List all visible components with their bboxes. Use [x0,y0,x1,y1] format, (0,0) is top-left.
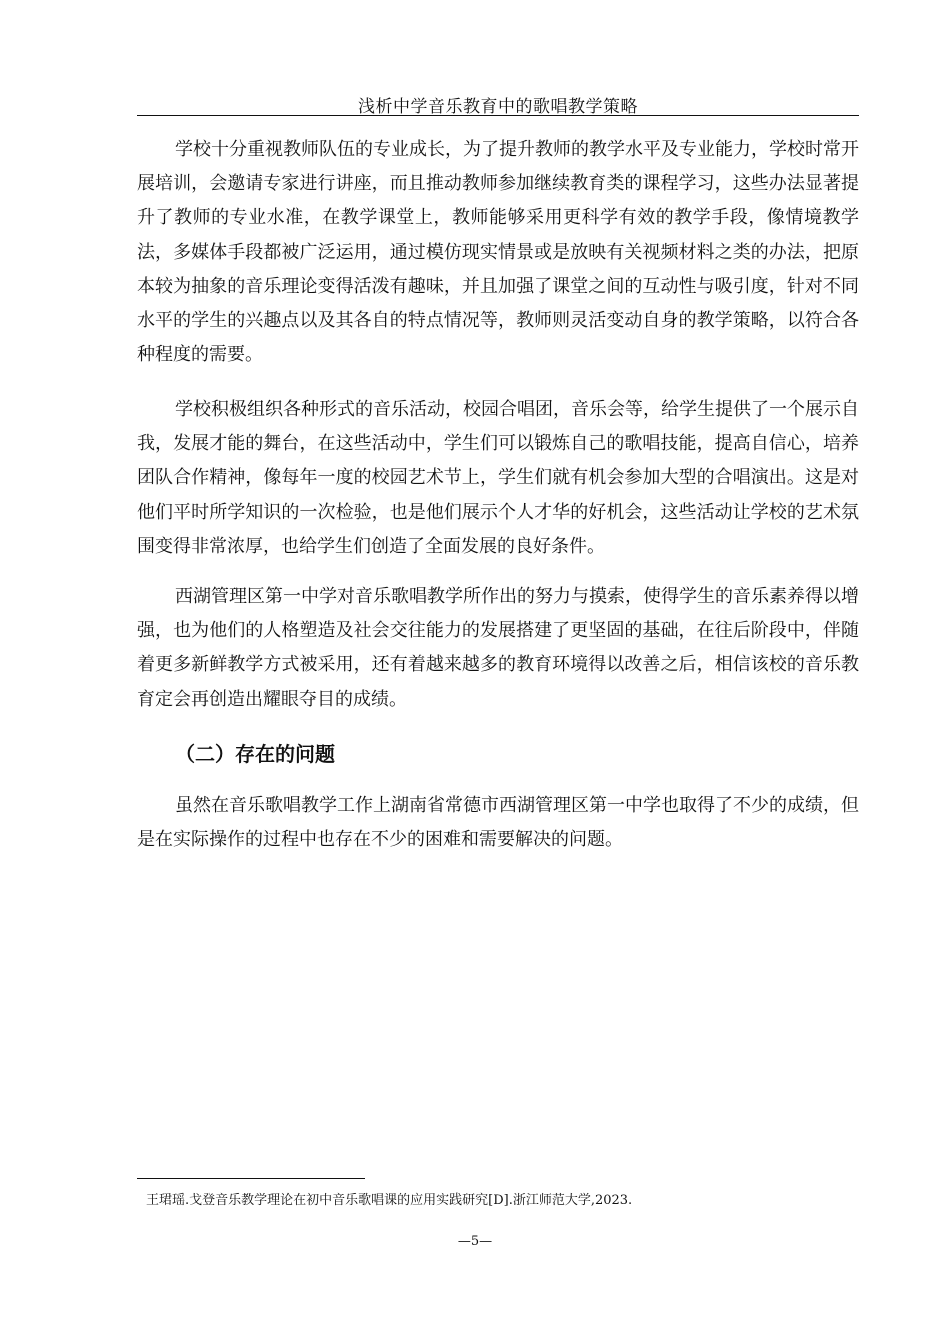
running-header-title: 浅析中学音乐教育中的歌唱教学策略 [358,97,638,117]
body-paragraph-1: 学校十分重视教师队伍的专业成长，为了提升教师的教学水平及专业能力，学校时常开展培训，会邀请专家进行讲座，而且推动教师参加继续教育类的课程学习，这些办法显著提升了教师的专业水准，在教学课堂上，教师能够采用更科学有效的教学手段，像情境教学法，多媒体手段都被广泛运用，通过模仿现实情景或是放映有关视频材料之类的办法，把原本较为抽象的音乐理论变得活泼有趣味，并且加强了课堂之间的互动性与吸引度，针对不同水平的学生的兴趣点以及其各自的特点情况等，教师则灵活变动自身的教学策略，以符合各种程度的需要。 [137,139,859,366]
footnote: 王珺瑶.戈登音乐教学理论在初中音乐歌唱课的应用实践研究[D].浙江师范大学,2023. [146,1193,633,1208]
page-number: —5— [457,1234,493,1249]
header-divider [137,115,859,116]
footnote-divider [137,1178,365,1179]
body-paragraph-2: 学校积极组织各种形式的音乐活动，校园合唱团，音乐会等，给学生提供了一个展示自我，发展才能的舞台，在这些活动中，学生们可以锻炼自己的歌唱技能，提高自信心，培养团队合作精神，像每年一度的校园艺术节上，学生们就有机会参加大型的合唱演出。这是对他们平时所学知识的一次检验，也是他们展示个人才华的好机会，这些活动让学校的艺术氛围变得非常浓厚，也给学生们创造了全面发展的良好条件。 [137,399,859,557]
body-paragraph-3: 西湖管理区第一中学对音乐歌唱教学所作出的努力与摸索，使得学生的音乐素养得以增强，也为他们的人格塑造及社会交往能力的发展搭建了更坚固的基础，在往后阶段中，伴随着更多新鲜教学方式被采用，还有着越来越多的教育环境得以改善之后，相信该校的音乐教育定会再创造出耀眼夺目的成绩。 [137,586,859,710]
section-heading: （二）存在的问题 [175,742,335,766]
body-paragraph-4: 虽然在音乐歌唱教学工作上湖南省常德市西湖管理区第一中学也取得了不少的成绩，但是在实际操作的过程中也存在不少的困难和需要解决的问题。 [137,795,859,851]
